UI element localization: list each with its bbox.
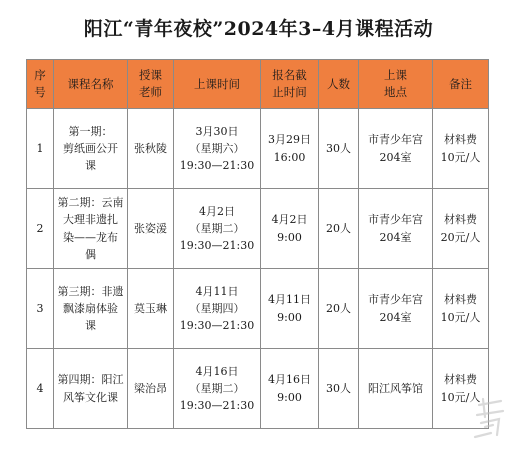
capacity: 20人: [319, 269, 359, 349]
header-class-time: 上课时间: [174, 60, 261, 109]
header-course-name: 课程名称: [54, 60, 128, 109]
note: 材料费 20元/人: [433, 189, 489, 269]
header-location: 上课 地点: [359, 60, 433, 109]
signup-deadline: 4月11日 9:00: [261, 269, 319, 349]
capacity: 20人: [319, 189, 359, 269]
capacity: 30人: [319, 349, 359, 429]
table-header-row: [27, 60, 489, 109]
class-time: 3月30日 （星期六） 19:30—21:30: [174, 109, 261, 189]
row-index: 1: [27, 109, 54, 189]
note: 材料费 10元/人: [433, 109, 489, 189]
row-index: 2: [27, 189, 54, 269]
table-row: [27, 269, 489, 349]
course-name: 第四期：阳江 风筝文化课: [54, 349, 128, 429]
location: 市青少年宫 204室: [359, 109, 433, 189]
location: 市青少年宫 204室: [359, 269, 433, 349]
teacher-name: 张姿湲: [128, 189, 174, 269]
signup-deadline: 4月16日 9:00: [261, 349, 319, 429]
course-name: 第三期：非遗 飘漆扇体验 课: [54, 269, 128, 349]
row-index: 4: [27, 349, 54, 429]
row-index: 3: [27, 269, 54, 349]
course-schedule-table: [26, 59, 489, 429]
header-index: 序 号: [27, 60, 54, 109]
location: 市青少年宫 204室: [359, 189, 433, 269]
header-teacher: 授课 老师: [128, 60, 174, 109]
capacity: 30人: [319, 109, 359, 189]
signup-deadline: 4月2日 9:00: [261, 189, 319, 269]
page-title: 阳江“青年夜校”2024年3–4月课程活动: [83, 18, 434, 40]
teacher-name: 梁治昂: [128, 349, 174, 429]
header-deadline: 报名截 止时间: [261, 60, 319, 109]
note: 材料费 10元/人: [433, 349, 489, 429]
note: 材料费 10元/人: [433, 269, 489, 349]
header-capacity: 人数: [319, 60, 359, 109]
header-note: 备注: [433, 60, 489, 109]
course-name: 第一期： 剪纸画公开 课: [54, 109, 128, 189]
class-time: 4月2日 （星期二） 19:30—21:30: [174, 189, 261, 269]
table-row: [27, 349, 489, 429]
teacher-name: 张秋陵: [128, 109, 174, 189]
location: 阳江风筝馆: [359, 349, 433, 429]
table-row: [27, 109, 489, 189]
table-row: [27, 189, 489, 269]
class-time: 4月11日 （星期四） 19:30—21:30: [174, 269, 261, 349]
course-name: 第二期：云南 大理非遗扎 染——龙布 偶: [54, 189, 128, 269]
signup-deadline: 3月29日 16:00: [261, 109, 319, 189]
class-time: 4月16日 （星期二） 19:30—21:30: [174, 349, 261, 429]
teacher-name: 莫玉琳: [128, 269, 174, 349]
newspaper-logo-icon: [471, 395, 511, 443]
